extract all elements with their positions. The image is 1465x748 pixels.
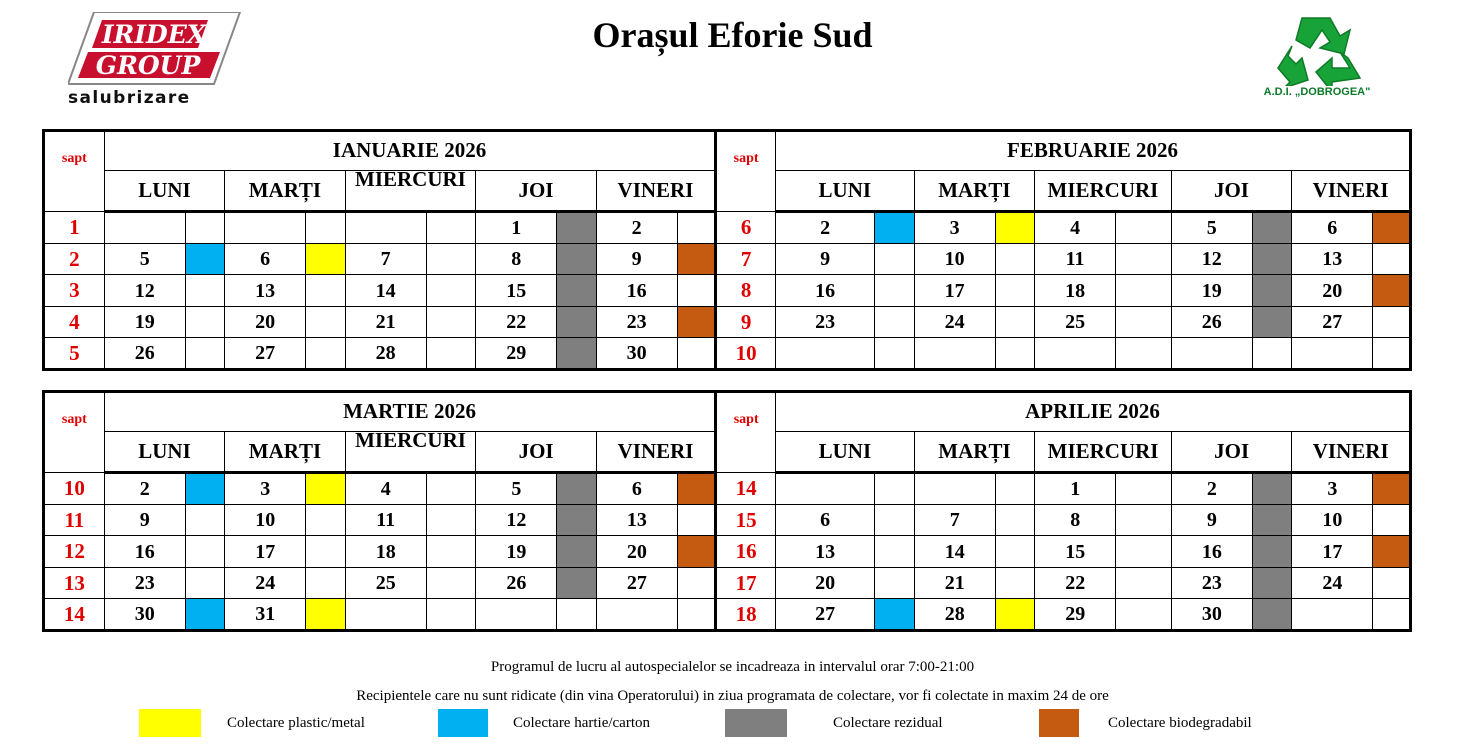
rezidual-marker [1252, 536, 1291, 568]
color-cell [1116, 536, 1172, 568]
month-title: FEBRUARIE 2026 [775, 131, 1410, 171]
legend-swatch-plastic [139, 709, 201, 737]
table-row [44, 338, 1411, 370]
logo-subtitle: salubrizare [68, 88, 191, 108]
rezidual-marker [1252, 243, 1291, 275]
color-cell [995, 243, 1034, 275]
day-header: MARȚI [914, 170, 1034, 212]
date-cell: 20 [596, 536, 677, 568]
week-number: 14 [716, 473, 776, 505]
plastic-marker [306, 243, 345, 275]
bio-marker [1373, 212, 1411, 244]
date-cell: 9 [1171, 504, 1252, 536]
date-cell: 7 [914, 504, 995, 536]
table-row [44, 212, 1411, 244]
legend-swatch-hartie [438, 709, 488, 737]
month-title: IANUARIE 2026 [104, 131, 716, 171]
color-cell [995, 536, 1034, 568]
date-cell: 7 [345, 243, 426, 275]
week-number: 6 [716, 212, 776, 244]
color-cell [995, 306, 1034, 338]
table-row [44, 599, 1411, 631]
color-cell [1373, 599, 1411, 631]
date-cell: 20 [225, 306, 306, 338]
color-cell [306, 275, 345, 307]
week-header: sapt [44, 131, 105, 212]
date-cell [476, 599, 557, 631]
color-cell [677, 338, 716, 370]
date-cell: 12 [1171, 243, 1252, 275]
date-cell: 24 [225, 567, 306, 599]
date-cell: 13 [1292, 243, 1373, 275]
date-cell: 3 [914, 212, 995, 244]
plastic-marker [306, 599, 345, 631]
color-cell [1373, 504, 1411, 536]
date-cell: 17 [225, 536, 306, 568]
date-cell [1171, 338, 1252, 370]
hartie-marker [185, 243, 224, 275]
day-header: LUNI [104, 170, 224, 212]
color-cell [426, 567, 476, 599]
color-cell [185, 338, 224, 370]
date-cell: 5 [104, 243, 185, 275]
schedule-note: Programul de lucru al autospecialelor se incadreaza in intervalul orar 7:00-21:00 [490, 659, 975, 675]
date-cell [345, 599, 426, 631]
legend-label-hartie: Colectare hartie/carton [513, 715, 651, 731]
legend-swatch-bio [1039, 709, 1079, 737]
color-cell [1116, 504, 1172, 536]
week-number: 9 [716, 306, 776, 338]
week-number: 5 [44, 338, 105, 370]
date-cell: 28 [345, 338, 426, 370]
week-number: 17 [716, 567, 776, 599]
month-title: APRILIE 2026 [776, 392, 1411, 432]
date-cell: 10 [225, 504, 306, 536]
color-cell [185, 567, 224, 599]
day-header: MIERCURI [1035, 170, 1172, 212]
date-cell [345, 212, 426, 244]
date-cell [914, 338, 995, 370]
week-header: sapt [44, 392, 105, 473]
color-cell [995, 567, 1034, 599]
date-cell: 9 [596, 243, 677, 275]
table-row [44, 473, 1411, 505]
bio-marker [677, 243, 716, 275]
day-header: VINERI [596, 170, 716, 212]
rezidual-marker [1252, 275, 1291, 307]
color-cell [306, 567, 345, 599]
rezidual-marker [1252, 599, 1291, 631]
date-cell [914, 473, 995, 505]
legend-label-rezidual: Colectare rezidual [833, 715, 943, 731]
color-cell [1116, 338, 1172, 370]
date-cell: 9 [775, 243, 874, 275]
date-cell [1292, 338, 1373, 370]
date-cell: 26 [1171, 306, 1252, 338]
color-cell [1373, 243, 1411, 275]
color-cell [875, 243, 914, 275]
date-cell: 12 [104, 275, 185, 307]
date-cell: 23 [1171, 567, 1252, 599]
hartie-marker [185, 473, 224, 505]
color-cell [306, 504, 345, 536]
date-cell: 10 [1292, 504, 1373, 536]
date-cell: 1 [1035, 473, 1116, 505]
week-header: sapt [716, 131, 776, 212]
color-cell [875, 504, 914, 536]
date-cell: 2 [775, 212, 874, 244]
bio-marker [1373, 473, 1411, 505]
date-cell [1292, 599, 1373, 631]
date-cell: 26 [104, 338, 185, 370]
date-cell: 3 [1292, 473, 1373, 505]
color-cell [426, 338, 476, 370]
date-cell: 29 [1035, 599, 1116, 631]
rezidual-marker [557, 306, 596, 338]
month-title: MARTIE 2026 [104, 392, 716, 432]
rezidual-marker [1252, 567, 1291, 599]
color-cell [1116, 212, 1172, 244]
color-cell [1116, 599, 1172, 631]
bio-marker [1373, 275, 1411, 307]
hartie-marker [875, 599, 914, 631]
color-cell [995, 473, 1034, 505]
svg-text:IRIDEX: IRIDEX [101, 20, 207, 49]
date-cell [225, 212, 306, 244]
date-cell: 23 [104, 567, 185, 599]
date-cell: 11 [1035, 243, 1116, 275]
color-cell [426, 212, 476, 244]
rezidual-marker [557, 212, 596, 244]
color-cell [306, 306, 345, 338]
week-number: 7 [716, 243, 776, 275]
date-cell: 1 [476, 212, 557, 244]
week-number: 10 [44, 473, 105, 505]
week-number: 18 [716, 599, 776, 631]
date-cell: 27 [596, 567, 677, 599]
week-number: 13 [44, 567, 105, 599]
color-cell [1116, 306, 1172, 338]
date-cell: 27 [225, 338, 306, 370]
color-cell [426, 306, 476, 338]
day-header: MIERCURI [345, 170, 476, 212]
date-cell: 2 [1171, 473, 1252, 505]
color-cell [306, 338, 345, 370]
color-cell [185, 212, 224, 244]
table-row [44, 243, 1411, 275]
date-cell: 19 [1171, 275, 1252, 307]
color-cell [875, 536, 914, 568]
date-cell [776, 473, 875, 505]
color-cell [995, 338, 1034, 370]
color-cell [1116, 473, 1172, 505]
date-cell: 11 [345, 504, 426, 536]
rezidual-marker [557, 243, 596, 275]
rezidual-marker [1252, 212, 1291, 244]
color-cell [185, 536, 224, 568]
color-cell [306, 536, 345, 568]
recycle-icon [1232, 8, 1402, 86]
date-cell: 27 [1292, 306, 1373, 338]
legend-swatch-rezidual [725, 709, 787, 737]
day-header: VINERI [1292, 170, 1411, 212]
table-row [44, 306, 1411, 338]
plastic-marker [306, 473, 345, 505]
date-cell: 13 [225, 275, 306, 307]
date-cell: 5 [476, 473, 557, 505]
date-cell: 16 [104, 536, 185, 568]
week-header: sapt [716, 392, 776, 473]
table-row [44, 504, 1411, 536]
color-cell [875, 306, 914, 338]
date-cell: 12 [476, 504, 557, 536]
rezidual-marker [1252, 504, 1291, 536]
week-number: 3 [44, 275, 105, 307]
color-cell [1116, 243, 1172, 275]
color-cell [426, 275, 476, 307]
color-cell [1116, 275, 1172, 307]
date-cell: 25 [345, 567, 426, 599]
date-cell: 20 [776, 567, 875, 599]
date-cell: 30 [1171, 599, 1252, 631]
color-cell [677, 275, 716, 307]
week-number: 4 [44, 306, 105, 338]
rezidual-marker [557, 536, 596, 568]
date-cell: 29 [476, 338, 557, 370]
color-cell [1373, 338, 1411, 370]
date-cell: 23 [596, 306, 677, 338]
date-cell: 15 [1035, 536, 1116, 568]
date-cell: 30 [104, 599, 185, 631]
date-cell: 17 [1292, 536, 1373, 568]
date-cell: 16 [1171, 536, 1252, 568]
bio-marker [677, 536, 715, 568]
day-header: VINERI [1292, 431, 1411, 473]
day-header: MIERCURI [345, 431, 476, 473]
page-title: Orașul Eforie Sud [592, 15, 873, 55]
color-cell [1373, 567, 1411, 599]
color-cell [1252, 338, 1291, 370]
legend-label-plastic: Colectare plastic/metal [227, 715, 365, 731]
rezidual-marker [557, 473, 596, 505]
week-number: 1 [44, 212, 105, 244]
color-cell [677, 504, 715, 536]
date-cell: 19 [104, 306, 185, 338]
date-cell [1035, 338, 1116, 370]
day-header: MARȚI [914, 431, 1034, 473]
date-cell: 22 [1035, 567, 1116, 599]
pickup-note: Recipientele care nu sunt ridicate (din vina Operatorului) in ziua programata de colectare, vor fi colectate in maxim 24 de ore [356, 688, 1109, 704]
color-cell [875, 275, 914, 307]
color-cell [185, 275, 224, 307]
date-cell: 8 [1035, 504, 1116, 536]
rezidual-marker [557, 504, 596, 536]
bio-marker [1373, 536, 1411, 568]
color-cell [995, 504, 1034, 536]
date-cell: 6 [776, 504, 875, 536]
date-cell [596, 599, 677, 631]
date-cell: 15 [476, 275, 557, 307]
rezidual-marker [1252, 306, 1291, 338]
week-number: 14 [44, 599, 105, 631]
date-cell: 20 [1292, 275, 1373, 307]
rezidual-marker [557, 338, 596, 370]
day-header: VINERI [596, 431, 715, 473]
color-cell [426, 243, 476, 275]
date-cell: 23 [775, 306, 874, 338]
date-cell: 24 [1292, 567, 1373, 599]
table-row [44, 275, 1411, 307]
date-cell: 10 [914, 243, 995, 275]
date-cell: 13 [776, 536, 875, 568]
date-cell: 6 [1292, 212, 1373, 244]
color-cell [875, 338, 914, 370]
adi-dobrogea-logo [1232, 8, 1402, 104]
calendar-table-mar-apr [42, 390, 1412, 632]
day-header: MARȚI [225, 431, 345, 473]
day-header: JOI [1171, 431, 1291, 473]
rezidual-marker [1252, 473, 1291, 505]
week-number: 8 [716, 275, 776, 307]
adi-label: A.D.I. „DOBROGEA" [1263, 86, 1371, 98]
date-cell [104, 212, 185, 244]
date-cell: 8 [476, 243, 557, 275]
color-cell [185, 504, 224, 536]
day-header: LUNI [775, 170, 914, 212]
date-cell: 5 [1171, 212, 1252, 244]
week-number: 15 [716, 504, 776, 536]
date-cell: 9 [104, 504, 185, 536]
color-cell [557, 599, 596, 631]
date-cell: 30 [596, 338, 677, 370]
color-cell [426, 473, 476, 505]
color-cell [306, 212, 345, 244]
day-header: JOI [476, 170, 596, 212]
week-number: 2 [44, 243, 105, 275]
week-number: 10 [716, 338, 776, 370]
date-cell: 28 [914, 599, 995, 631]
rezidual-marker [557, 567, 596, 599]
color-cell [185, 306, 224, 338]
date-cell: 16 [596, 275, 677, 307]
date-cell: 2 [596, 212, 677, 244]
date-cell: 6 [596, 473, 677, 505]
date-cell: 17 [914, 275, 995, 307]
calendar-table-jan-feb [42, 129, 1412, 371]
plastic-marker [995, 212, 1034, 244]
color-cell [875, 473, 914, 505]
date-cell: 31 [225, 599, 306, 631]
date-cell: 3 [225, 473, 306, 505]
day-header: MIERCURI [1035, 431, 1172, 473]
color-cell [677, 567, 715, 599]
color-cell [1373, 306, 1411, 338]
color-cell [875, 567, 914, 599]
legend-label-bio: Colectare biodegradabil [1108, 715, 1252, 731]
color-cell [426, 599, 476, 631]
color-cell [677, 212, 716, 244]
date-cell: 4 [1035, 212, 1116, 244]
date-cell: 25 [1035, 306, 1116, 338]
bio-marker [677, 306, 716, 338]
plastic-marker [995, 599, 1034, 631]
week-number: 11 [44, 504, 105, 536]
date-cell: 4 [345, 473, 426, 505]
date-cell: 27 [776, 599, 875, 631]
date-cell: 6 [225, 243, 306, 275]
table-row [44, 567, 1411, 599]
date-cell: 13 [596, 504, 677, 536]
hartie-marker [185, 599, 224, 631]
date-cell: 14 [914, 536, 995, 568]
date-cell [775, 338, 874, 370]
date-cell: 26 [476, 567, 557, 599]
color-cell [677, 599, 715, 631]
date-cell: 16 [775, 275, 874, 307]
color-cell [1116, 567, 1172, 599]
color-cell [426, 504, 476, 536]
hartie-marker [875, 212, 914, 244]
day-header: MARȚI [225, 170, 345, 212]
table-row [44, 536, 1411, 568]
color-cell [995, 275, 1034, 307]
day-header: JOI [1171, 170, 1291, 212]
bio-marker [677, 473, 715, 505]
date-cell: 14 [345, 275, 426, 307]
date-cell: 18 [1035, 275, 1116, 307]
rezidual-marker [557, 275, 596, 307]
date-cell: 21 [345, 306, 426, 338]
date-cell: 22 [476, 306, 557, 338]
day-header: LUNI [104, 431, 224, 473]
day-header: LUNI [776, 431, 915, 473]
week-number: 16 [716, 536, 776, 568]
color-cell [426, 536, 476, 568]
date-cell: 18 [345, 536, 426, 568]
date-cell: 19 [476, 536, 557, 568]
date-cell: 21 [914, 567, 995, 599]
date-cell: 2 [104, 473, 185, 505]
date-cell: 24 [914, 306, 995, 338]
svg-text:GROUP: GROUP [95, 51, 201, 80]
day-header: JOI [476, 431, 596, 473]
week-number: 12 [44, 536, 105, 568]
